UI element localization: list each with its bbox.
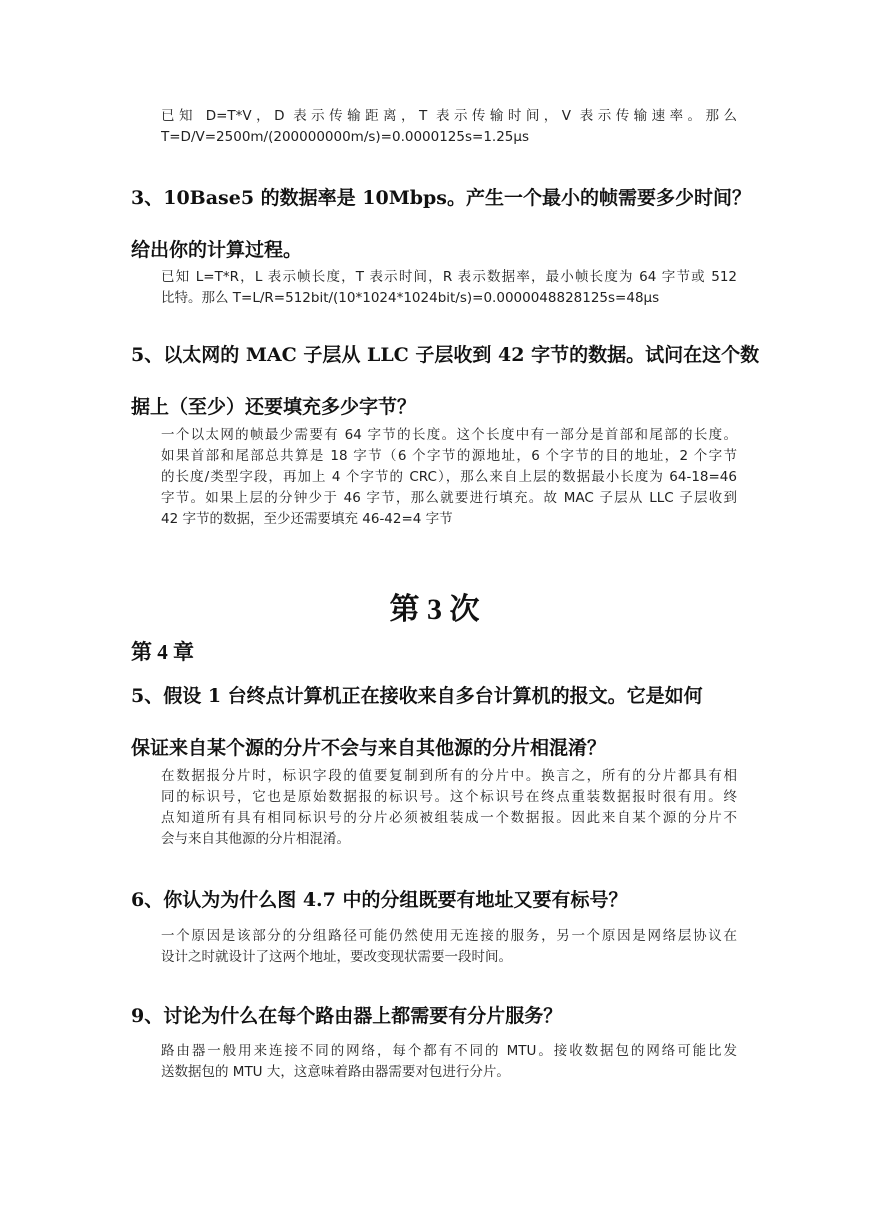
answer-line: 如果首部和尾部总共算是 18 字节（6 个字节的源地址，6 个字节的目的地址，2 个字节 <box>161 448 737 464</box>
answer-line: 路由器一般用来连接不同的网络，每个都有不同的 MTU。接收数据包的网络可能比发 <box>161 1043 737 1059</box>
answer-line: 在数据报分片时，标识字段的值要复制到所有的分片中。换言之，所有的分片都具有相 <box>161 768 737 784</box>
question-line: 9、讨论为什么在每个路由器上都需要有分片服务？ <box>131 1005 563 1027</box>
answer-line: 会与来自其他源的分片相混淆。 <box>161 831 350 847</box>
question-line: 3、10Base5 的数据率是 10Mbps。产生一个最小的帧需要多少时间？ <box>131 187 752 209</box>
answer-3 <box>161 267 737 309</box>
section-heading: 第 3 次 <box>389 593 480 626</box>
answer-4-9 <box>161 1041 737 1083</box>
answer-transmission-time <box>161 106 737 148</box>
answer-line: 比特。那么 T=L/R=512bit/(10*1024*1024bit/s)=0.0000048828125s=48μs <box>161 290 660 306</box>
question-3 <box>131 172 752 276</box>
answer-5 <box>161 425 737 530</box>
question-line: 5、假设 1 台终点计算机正在接收来自多台计算机的报文。它是如何 <box>131 685 703 707</box>
answer-line: 同的标识号，它也是原始数据报的标识号。这个标识号在终点重装数据报时很有用。终 <box>161 789 737 805</box>
answer-line: 设计之时就设计了这两个地址，要改变现状需要一段时间。 <box>161 949 512 965</box>
question-line: 给出你的计算过程。 <box>131 239 303 261</box>
answer-line: 点知道所有具有相同标识号的分片必须被组装成一个数据报。因此来自某个源的分片不 <box>161 810 737 826</box>
answer-line: 字节。如果上层的分钟少于 46 字节，那么就要进行填充。故 MAC 子层从 LLC 子层收到 <box>161 490 737 506</box>
answer-line: 的长度/类型字段，再加上 4 个字节的 CRC），那么来自上层的数据最小长度为 64-18=46 <box>161 469 737 485</box>
question-line: 6、你认为为什么图 4.7 中的分组既要有地址又要有标号？ <box>131 889 628 911</box>
question-5 <box>131 329 760 433</box>
question-4-9 <box>131 990 741 1042</box>
answer-line: 已知 L=T*R，L 表示帧长度，T 表示时间，R 表示数据率，最小帧长度为 64 字节或 512 <box>161 269 737 285</box>
answer-line: 送数据包的 MTU 大，这意味着路由器需要对包进行分片。 <box>161 1064 510 1080</box>
chapter-heading: 第 4 章 <box>131 640 194 664</box>
question-line: 5、以太网的 MAC 子层从 LLC 子层收到 42 字节的数据。试问在这个数 <box>131 344 760 366</box>
answer-4-6 <box>161 926 737 968</box>
answer-line: T=D/V=2500m/(200000000m/s)=0.0000125s=1.25μs <box>161 129 530 145</box>
answer-line: 一个原因是该部分的分组路径可能仍然使用无连接的服务，另一个原因是网络层协议在 <box>161 928 737 944</box>
question-line: 据上（至少）还要填充多少字节？ <box>131 396 417 418</box>
answer-4-5 <box>161 766 737 850</box>
question-4-5 <box>131 670 741 774</box>
question-line: 保证来自某个源的分片不会与来自其他源的分片相混淆？ <box>131 737 607 759</box>
answer-line: 已知 D=T*V，D 表示传输距离，T 表示传输时间，V 表示传输速率。那么 <box>161 108 737 124</box>
answer-line: 一个以太网的帧最少需要有 64 字节的长度。这个长度中有一部分是首部和尾部的长度。 <box>161 427 737 443</box>
answer-line: 42 字节的数据，至少还需要填充 46-42=4 字节 <box>161 511 453 527</box>
question-4-6 <box>131 874 741 926</box>
